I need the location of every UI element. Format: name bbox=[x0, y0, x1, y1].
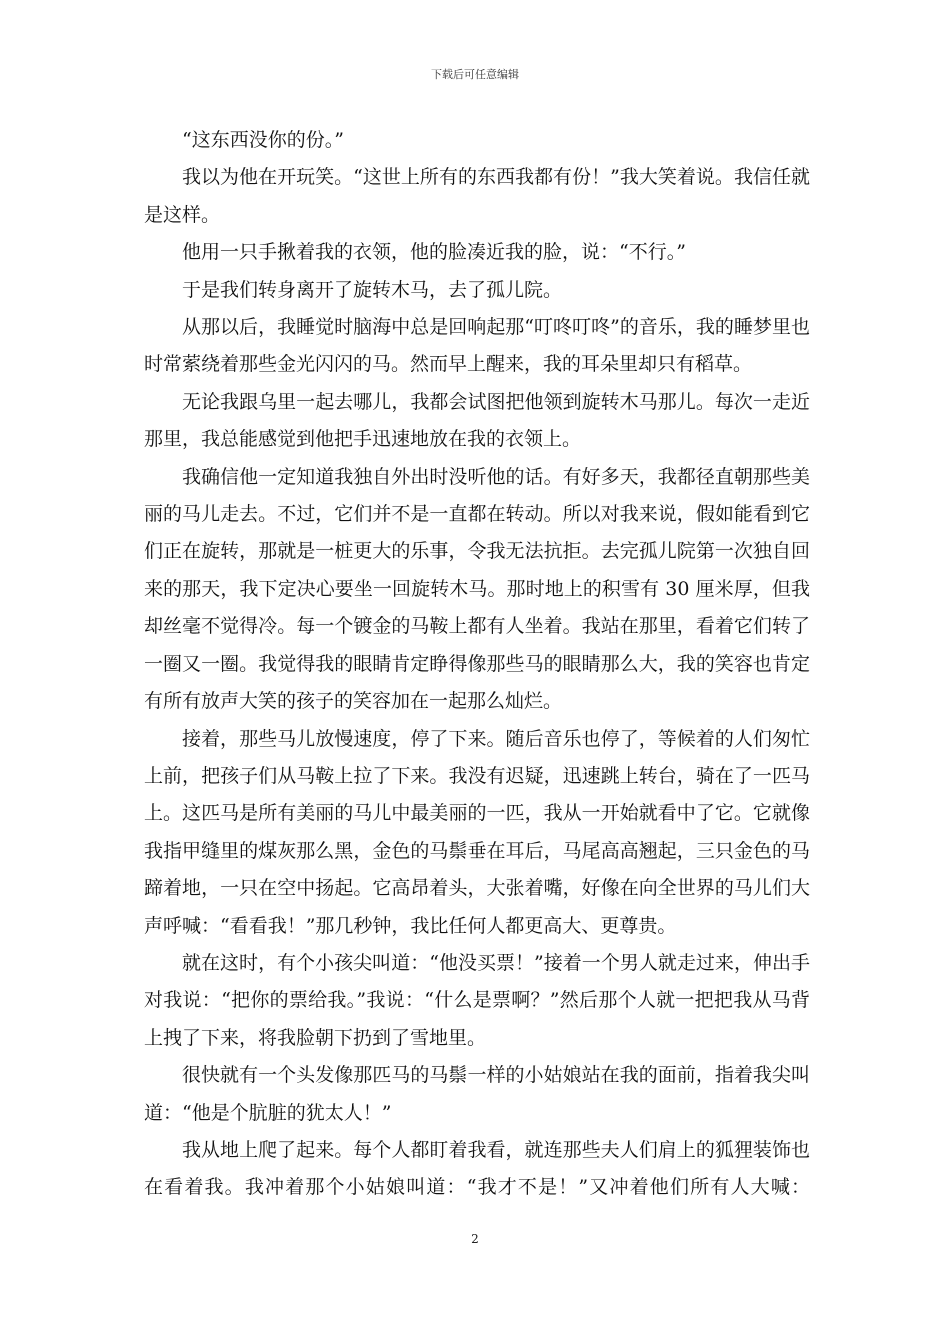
paragraph: 他用一只手揪着我的衣领，他的脸凑近我的脸，说：“不行。” bbox=[182, 241, 686, 264]
document-body bbox=[144, 122, 810, 1207]
paragraph: 我从地上爬了起来。每个人都盯着我看，就连那些夫人们肩上的狐狸装饰也在看着我。我冲着那个小姑娘叫道：“我才不是！”又冲着他们所有人大喊： bbox=[144, 1138, 810, 1199]
page-number: 2 bbox=[471, 1232, 479, 1246]
paragraph: 很快就有一个头发像那匹马的马鬃一样的小姑娘站在我的面前，指着我尖叫道：“他是个肮脏的犹太人！” bbox=[144, 1064, 810, 1124]
paragraph: 无论我跟乌里一起去哪儿，我都会试图把他领到旋转木马那儿。每次一走近那里，我总能感觉到他把手迅速地放在我的衣领上。 bbox=[144, 390, 810, 451]
paragraph: 接着，那些马儿放慢速度，停了下来。随后音乐也停了，等候着的人们匆忙上前，把孩子们从马鞍上拉了下来。我没有迟疑，迅速跳上转台，骑在了一匹马上。这匹马是所有美丽的马儿中最美丽的一匹，我从一开始就看中了它。它就像我指甲缝里的煤灰那么黑，金色的马鬃垂在耳后，马尾高高翘起，三只金色的马蹄着地，一只在空中扬起。它高昂着头，大张着嘴，好像在向全世界的马儿们大声呼喊：“看看我！”那几秒钟，我比任何人都更高大、更尊贵。 bbox=[144, 727, 810, 937]
paragraph: 就在这时，有个小孩尖叫道：“他没买票！”接着一个男人就走过来，伸出手对我说：“把你的票给我。”我说：“什么是票啊？”然后那个人就一把把我从马背上拽了下来，将我脸朝下扔到了雪地里。 bbox=[144, 951, 810, 1049]
paragraph: “这东西没你的份。” bbox=[182, 129, 344, 151]
paragraph: 我确信他一定知道我独自外出时没听他的话。有好多天，我都径直朝那些美丽的马儿走去。不过，它们并不是一直都在转动。所以对我来说，假如能看到它们正在旋转，那就是一桩更大的乐事，令我无法抗拒。去完孤儿院第一次独自回来的那天，我下定决心要坐一回旋转木马。那时地上的积雪有 30 厘米厚，但我却丝毫不觉得冷。每一个镀金的马鞍上都有人坐着。我站在那里，看着它们转了一圈又一圈。我觉得我的眼睛肯定睁得像那些马的眼睛那么大，我的笑容也肯定有所有放声大笑的孩子的笑容加在一起那么灿烂。 bbox=[144, 465, 810, 713]
paragraph: 从那以后，我睡觉时脑海中总是回响起那“叮咚叮咚”的音乐，我的睡梦里也时常萦绕着那些金光闪闪的马。然而早上醒来，我的耳朵里却只有稻草。 bbox=[144, 316, 810, 376]
paragraph: 我以为他在开玩笑。“这世上所有的东西我都有份！”我大笑着说。我信任就是这样。 bbox=[144, 166, 810, 226]
paragraph: 于是我们转身离开了旋转木马，去了孤儿院。 bbox=[182, 278, 563, 301]
page-header: 下载后可任意编辑 bbox=[431, 68, 519, 81]
